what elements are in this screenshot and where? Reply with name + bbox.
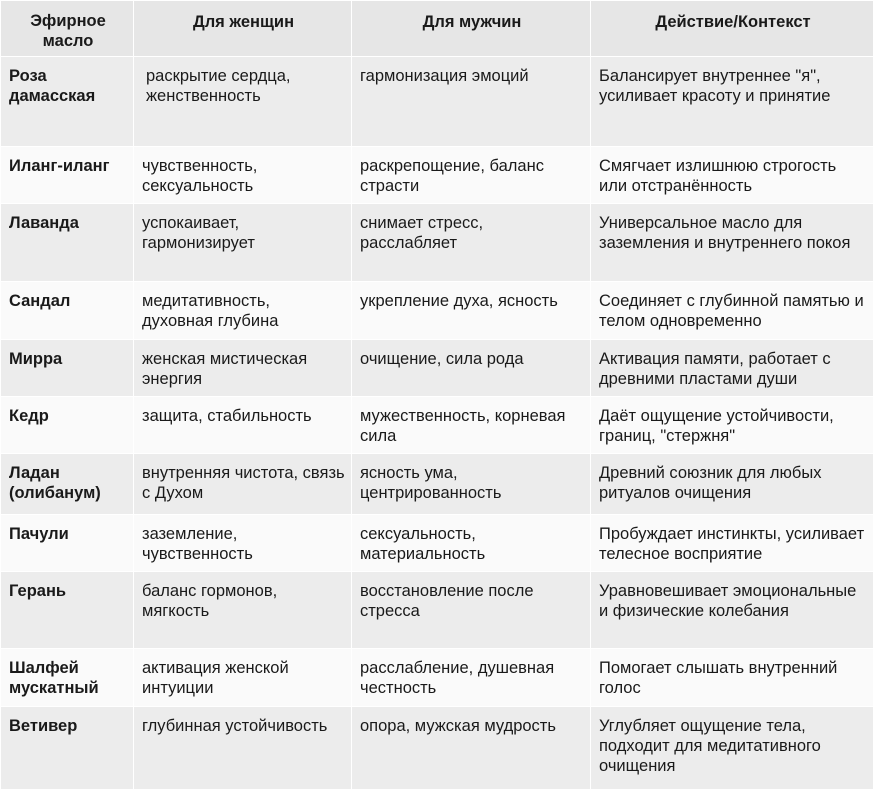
for-women: внутренняя чистота, связь с Духом: [134, 454, 352, 515]
action-context: Балансирует внутреннее "я", усиливает красоту и принятие: [591, 57, 874, 147]
for-women: успокаивает, гармонизирует: [134, 204, 352, 282]
oil-name: Герань: [1, 572, 134, 649]
for-men: укрепление духа, ясность: [352, 282, 591, 340]
action-context: Пробуждает инстинкты, усиливает телесное восприятие: [591, 515, 874, 572]
oil-name: Шалфей мускатный: [1, 649, 134, 707]
for-women: баланс гормонов, мягкость: [134, 572, 352, 649]
table-row: [1, 147, 874, 204]
table-row: [1, 649, 874, 707]
table-row: [1, 515, 874, 572]
oil-name: Иланг-иланг: [1, 147, 134, 204]
table-row: [1, 397, 874, 454]
for-men: сексуальность, материальность: [352, 515, 591, 572]
for-women: женская мистическая энергия: [134, 340, 352, 397]
header-oil: Эфирное масло: [1, 1, 134, 57]
table-row: [1, 204, 874, 282]
table-row: [1, 282, 874, 340]
header-women: Для женщин: [134, 1, 352, 57]
for-women: чувственность, сексуальность: [134, 147, 352, 204]
for-men: снимает стресс, расслабляет: [352, 204, 591, 282]
for-men: мужественность, корневая сила: [352, 397, 591, 454]
for-men: расслабление, душевная честность: [352, 649, 591, 707]
action-context: Смягчает излишнюю строгость или отстранённость: [591, 147, 874, 204]
for-men: раскрепощение, баланс страсти: [352, 147, 591, 204]
action-context: Углубляет ощущение тела, подходит для медитативного очищения: [591, 707, 874, 790]
header-men: Для мужчин: [352, 1, 591, 57]
oil-name: Пачули: [1, 515, 134, 572]
for-women: раскрытие сердца, женственность: [134, 57, 352, 147]
for-women: активация женской интуиции: [134, 649, 352, 707]
table-row: [1, 57, 874, 147]
oil-name: Сандал: [1, 282, 134, 340]
for-women: заземление, чувственность: [134, 515, 352, 572]
action-context: Соединяет с глубинной памятью и телом одновременно: [591, 282, 874, 340]
action-context: Даёт ощущение устойчивости, границ, "стержня": [591, 397, 874, 454]
action-context: Помогает слышать внутренний голос: [591, 649, 874, 707]
action-context: Универсальное масло для заземления и внутреннего покоя: [591, 204, 874, 282]
action-context: Древний союзник для любых ритуалов очищения: [591, 454, 874, 515]
oil-name: Ладан (олибанум): [1, 454, 134, 515]
oil-name: Мирра: [1, 340, 134, 397]
table-row: [1, 572, 874, 649]
table-row: [1, 707, 874, 790]
for-men: гармонизация эмоций: [352, 57, 591, 147]
action-context: Активация памяти, работает с древними пластами души: [591, 340, 874, 397]
table-row: [1, 454, 874, 515]
oil-name: Кедр: [1, 397, 134, 454]
for-men: восстановление после стресса: [352, 572, 591, 649]
table-row: [1, 340, 874, 397]
for-women: глубинная устойчивость: [134, 707, 352, 790]
header-row: [1, 1, 874, 57]
for-men: очищение, сила рода: [352, 340, 591, 397]
for-women: медитативность, духовная глубина: [134, 282, 352, 340]
action-context: Уравновешивает эмоциональные и физические колебания: [591, 572, 874, 649]
oil-name: Роза дамасская: [1, 57, 134, 147]
for-women: защита, стабильность: [134, 397, 352, 454]
oil-name: Лаванда: [1, 204, 134, 282]
oil-name: Ветивер: [1, 707, 134, 790]
for-men: ясность ума, центрированность: [352, 454, 591, 515]
header-action-context: Действие/Контекст: [591, 1, 874, 57]
for-men: опора, мужская мудрость: [352, 707, 591, 790]
